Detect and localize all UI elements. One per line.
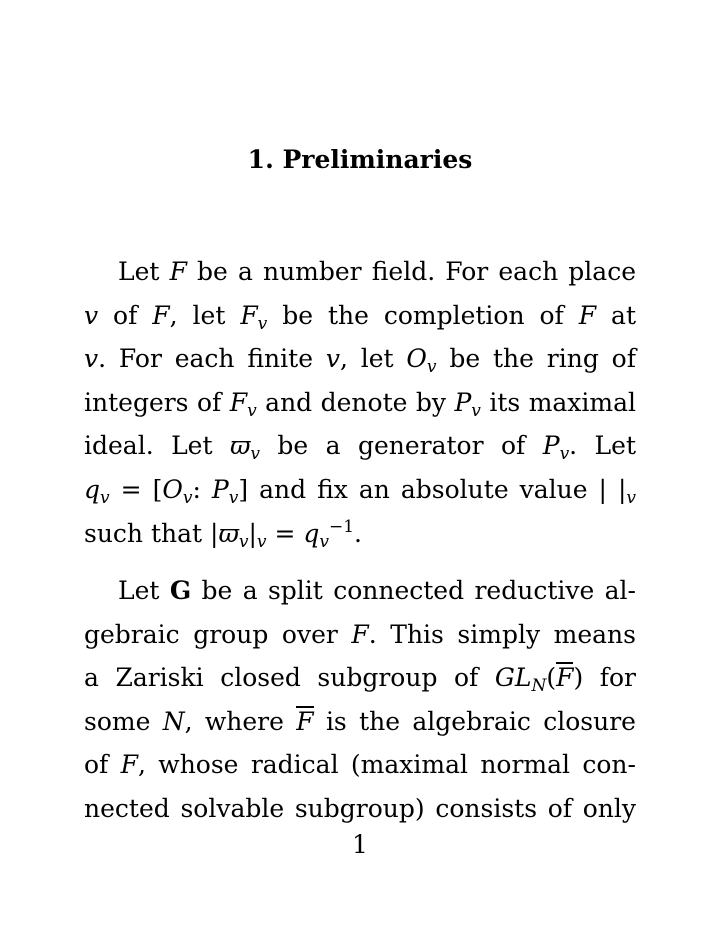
text-line: v of F, let $F_v$ be the completion of F at: [84, 300, 636, 334]
text-line: gebraic group over F. This simply means: [84, 619, 636, 649]
text-line: v. For each finite v, let $O_v$ be the ring of: [84, 344, 636, 378]
text-line: a Zariski closed subgroup of $GL_N(F)$ for: [84, 663, 636, 697]
text-line: of F, whose radical (maximal normal con-: [84, 750, 636, 780]
paragraph-2: [84, 569, 636, 831]
text-line: $q_v = [O_v$: $P_v$] and fix an absolute value | $|_v$: [84, 474, 636, 508]
text-line: such that $|ϖ_v|_v = q_v^{-1}$.: [84, 516, 362, 552]
page-number: 1: [352, 830, 368, 859]
text-line: nected solvable subgroup) consists of only: [84, 793, 636, 823]
text-line: ideal. Let $ϖ_v$ be a generator of $P_v$. Let: [84, 431, 636, 465]
overline-F: F: [556, 663, 574, 693]
paragraph-1: [84, 250, 636, 555]
text-line: some N, where F is the algebraic closure: [84, 706, 636, 736]
overline-F: F: [296, 706, 314, 736]
text-line: integers of $F_v$ and denote by $P_v$ its maximal: [84, 387, 637, 421]
section-heading: 1. Preliminaries: [247, 145, 473, 174]
text-line: Let F be a number field. For each place: [118, 257, 636, 286]
text-line: Let G be a split connected reductive al-: [118, 576, 636, 605]
